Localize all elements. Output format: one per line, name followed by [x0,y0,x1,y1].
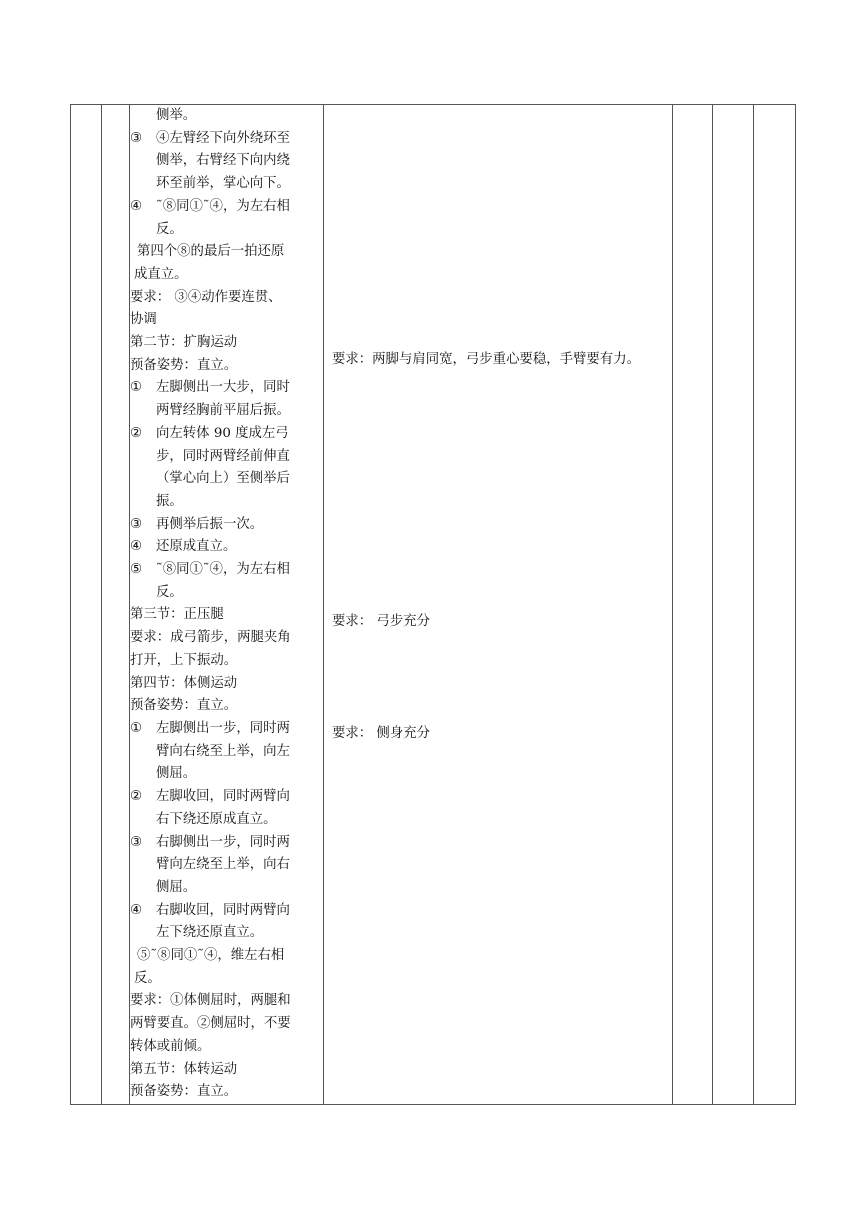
blank-cell-7 [754,105,796,1105]
requirements-cell [324,105,673,1105]
list-item: ③ 右脚侧出一步，同时两 臂向左绕至上举，向右 侧屈。 [130,834,290,895]
list-item: ④ 还原成直立。 [130,539,237,555]
section-title: 第三节：正压腿 [130,607,224,623]
section-title: 第五节：体转运动 [130,1061,238,1077]
list-item: ② 左脚收回，同时两臂向 右下绕还原成直立。 [130,789,290,827]
section-title: 第四节：体侧运动 [130,675,238,691]
list-item: ③ ④左臂经下向外绕环至 侧举，右臂经下向内绕 环至前举，掌心向下。 [130,130,290,192]
requirement-text: 要求：两脚与肩同宽，弓步重心要稳，手臂要有力。 [332,352,640,367]
list-item: ② 向左转体 90 度成左弓 步，同时两臂经前伸直 （掌心向上）至侧举后 振。 [130,425,290,509]
requirement-text: 要求： 弓步充分 [332,614,430,629]
lesson-plan-table [70,104,796,1105]
blank-cell-1 [71,105,102,1105]
blank-cell-6 [713,105,754,1105]
list-item: ④ ˜⑧同①˜④，为左右相 反。 [130,198,290,237]
list-item: ① 左脚侧出一步，同时两 臂向右绕至上举，向左 侧屈。 [130,720,290,782]
blank-cell-2 [102,105,130,1105]
list-item: ⑤ ˜⑧同①˜④，为左右相 反。 [130,562,290,600]
text-line: 侧举。 [156,108,197,123]
list-item: ① 左脚侧出一大步，同时 两臂经胸前平屈后振。 [130,380,290,419]
section-title: 第二节：扩胸运动 [130,335,238,351]
exercise-content-cell: 侧举。 ③ ④左臂经下向外绕环至 侧举，右臂经下向内绕 环至前举，掌心向下。 ④ ˜⑧同①˜④，为左右相 反。 第四个⑧的最后一拍还原 成直立。 要求： ③④动作要连贯、 协调 第二节：扩胸运动 预备姿势：直立。 ① 左脚侧出一大步，同时 两臂经胸前平屈后振。 ② 向左转体 90 度成左弓 步，同时两臂经前伸直 （掌心向上）至侧举后 振。 ③ 再侧举后振一次。 ④ 还原成直立。 ⑤ ˜⑧同①˜④，为左右相 反。 第三节：正压腿 要求：成弓箭步，两腿夹角 打开，上下振动。 第四节：体侧运动 预备姿势：直立。 ① 左脚侧出一步，同时两 臂向右绕至上举，向左 侧屈。 ② 左脚收回，同时两臂向 右下绕还原成直立。 ③ 右脚侧出一步，同时两 臂向左绕至上举，向右 侧屈。 ④ 右脚收回，同时两臂向 左下绕还原直立。 ⑤˜⑧同①˜④，维左右相 反。 要求：①体侧屈时，两腿和 两臂要直。②侧屈时，不要 转体或前倾。 第五节：体转运动 预备姿势：直立。 [130,105,324,1105]
blank-cell-5 [673,105,713,1105]
list-item: ③ 再侧举后振一次。 [130,516,264,532]
requirement-text: 要求： 侧身充分 [332,726,430,741]
list-item: ④ 右脚收回，同时两臂向 左下绕还原直立。 [130,902,290,941]
